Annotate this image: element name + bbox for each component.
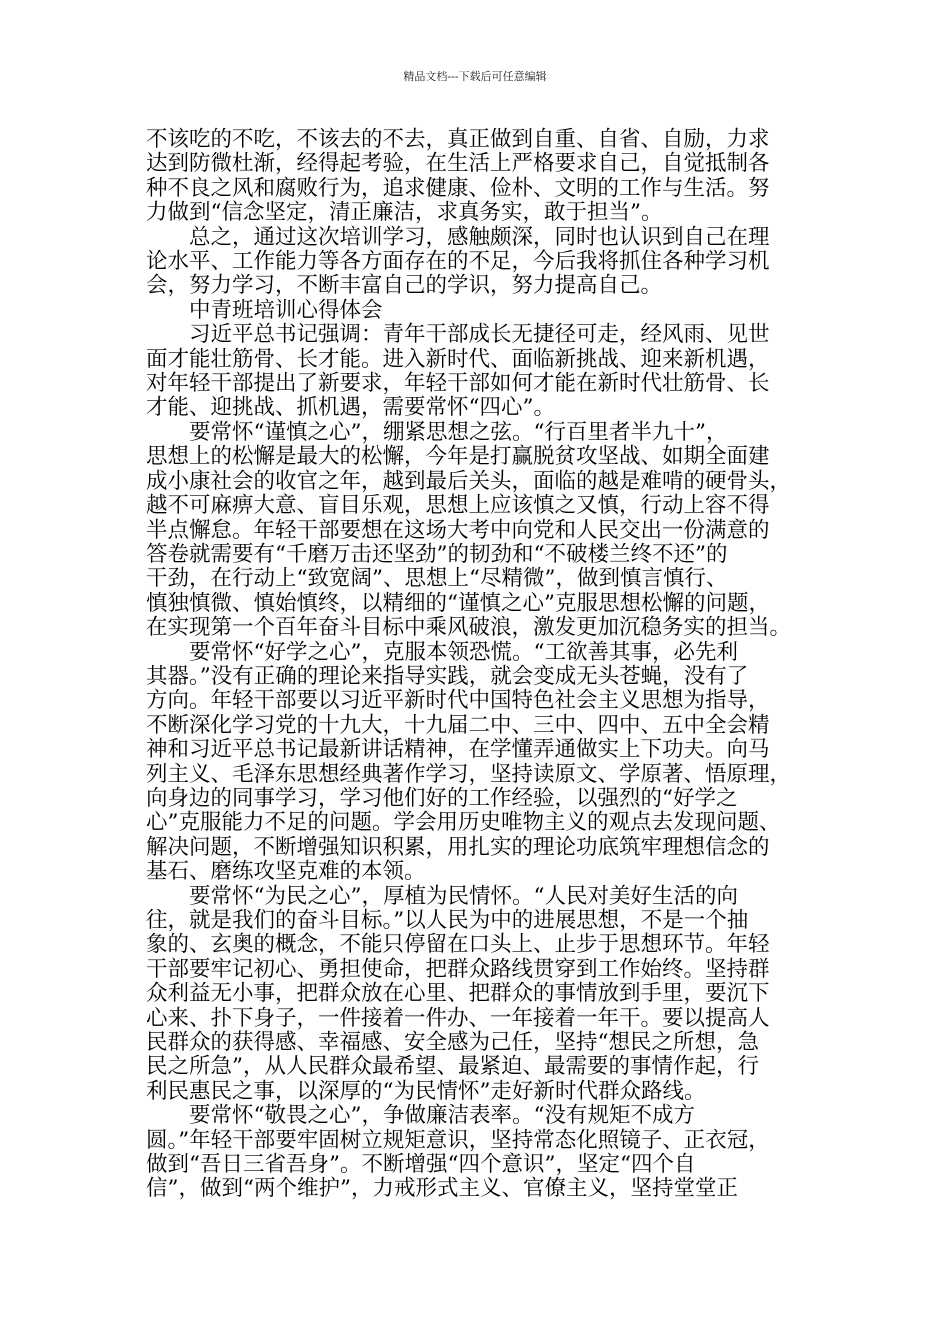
- text-line: 不断深化学习党的十九大，十九届二中、三中、四中、五中全会精: [146, 712, 770, 738]
- text-line: 会，努力学习，不断丰富自己的学识，努力提高自己。: [146, 273, 663, 299]
- text-line: 总之，通过这次培训学习，感触颇深，同时也认识到自己在理: [146, 224, 770, 250]
- text-line: 在实现第一个百年奋斗目标中乘风破浪，激发更加沉稳务实的担当。: [146, 615, 792, 641]
- text-line: 基石、磨练攻坚克难的本领。: [146, 859, 426, 885]
- text-line: 答卷就需要有“千磨万击还坚劲”的韧劲和“不破楼兰终不还”的: [146, 541, 728, 567]
- body-text: [146, 128, 816, 1202]
- text-line: 心来、扑下身子，一件接着一件办、一年接着一年干。要以提高人: [146, 1005, 770, 1031]
- text-line: 圆。”年轻干部要牢固树立规矩意识，坚持常态化照镜子、正衣冠，: [146, 1127, 770, 1153]
- text-line: 心”克服能力不足的问题。学会用历史唯物主义的观点去发现问题、: [146, 810, 781, 836]
- text-line: 神和习近平总书记最新讲话精神，在学懂弄通做实上下功夫。向马: [146, 737, 770, 763]
- text-line: 民之所急”，从人民群众最希望、最紧迫、最需要的事情作起，行: [146, 1054, 759, 1080]
- text-line: 成小康社会的收官之年，越到最后关头，面临的越是难啃的硬骨头，: [146, 468, 792, 494]
- text-line: 要常怀“为民之心”，厚植为民情怀。“人民对美好生活的向: [146, 883, 738, 909]
- text-line: 习近平总书记强调：青年干部成长无捷径可走，经风雨、见世: [146, 322, 770, 348]
- text-line: 做到“吾日三省吾身”。不断增强“四个意识”，坚定“四个自: [146, 1152, 696, 1178]
- page-header: 精品文档---下载后可任意编辑: [403, 70, 547, 83]
- document-body: [146, 128, 816, 1202]
- text-line: 往，就是我们的奋斗目标。”以人民为中的进展思想，不是一个抽: [146, 908, 749, 933]
- text-line: 利民惠民之事，以深厚的“为民情怀”走好新时代群众路线。: [146, 1078, 706, 1104]
- text-line: 方向。年轻干部要以习近平新时代中国特色社会主义思想为指导，: [146, 688, 770, 714]
- text-line: 要常怀“好学之心”，克服本领恐慌。“工欲善其事，必先利: [146, 639, 738, 665]
- text-line: 半点懈怠。年轻干部要想在这场大考中向党和人民交出一份满意的: [146, 517, 770, 543]
- text-line: 信”，做到“两个维护”，力戒形式主义、官僚主义，坚持堂堂正: [146, 1176, 738, 1202]
- text-line: 众利益无小事，把群众放在心里、把群众的事情放到手里，要沉下: [146, 981, 770, 1007]
- text-line: 干部要牢记初心、勇担使命，把群众路线贯穿到工作始终。坚持群: [146, 956, 770, 982]
- text-line: 解决问题，不断增强知识积累，用扎实的理论功底筑牢理想信念的: [146, 834, 770, 860]
- text-line: 达到防微杜渐，经得起考验，在生活上严格要求自己，自觉抵制各: [146, 151, 770, 177]
- text-line: 才能、迎挑战、抓机遇，需要常怀“四心”。: [146, 395, 555, 421]
- text-line: 越不可麻痹大意、盲目乐观，思想上应该慎之又慎，行动上容不得: [146, 493, 770, 519]
- text-line: 面才能壮筋骨、长才能。进入新时代、面临新挑战、迎来新机遇，: [146, 346, 770, 372]
- text-line: 干劲，在行动上“致宽阔”、思想上“尽精微”，做到慎言慎行、: [146, 566, 728, 592]
- text-line: 象的、玄奥的概念，不能只停留在口头上、止步于思想环节。年轻: [146, 932, 770, 958]
- text-line: 慎独慎微、慎始慎终，以精细的“谨慎之心”克服思想松懈的问题，: [146, 590, 770, 616]
- text-line: 力做到“信念坚定，清正廉洁，求真务实，敢于担当”。: [146, 200, 663, 226]
- section-title: 中青班培训心得体会: [146, 297, 383, 323]
- text-line: 对年轻干部提出了新要求，年轻干部如何才能在新时代壮筋骨、长: [146, 371, 770, 397]
- text-line: 列主义、毛泽东思想经典著作学习，坚持读原文、学原著、悟原理，: [146, 761, 792, 787]
- text-line: 其器。”没有正确的理论来指导实践，就会变成无头苍蝇，没有了: [146, 663, 749, 689]
- text-line: 民群众的获得感、幸福感、安全感为己任，坚持“想民之所想，急: [146, 1030, 759, 1056]
- text-line: 论水平、工作能力等各方面存在的不足，今后我将抓住各种学习机: [146, 249, 770, 275]
- text-line: 要常怀“谨慎之心”，绷紧思想之弦。“行百里者半九十”，: [146, 419, 728, 445]
- text-line: 向身边的同事学习，学习他们好的工作经验，以强烈的“好学之: [146, 785, 738, 811]
- text-line: 要常怀“敬畏之心”，争做廉洁表率。“没有规矩不成方: [146, 1103, 695, 1129]
- text-line: 不该吃的不吃，不该去的不去，真正做到自重、自省、自励，力求: [146, 127, 770, 152]
- text-line: 思想上的松懈是最大的松懈，今年是打赢脱贫攻坚战、如期全面建: [146, 444, 770, 470]
- text-line: 种不良之风和腐败行为，追求健康、俭朴、文明的工作与生活。努: [146, 175, 770, 201]
